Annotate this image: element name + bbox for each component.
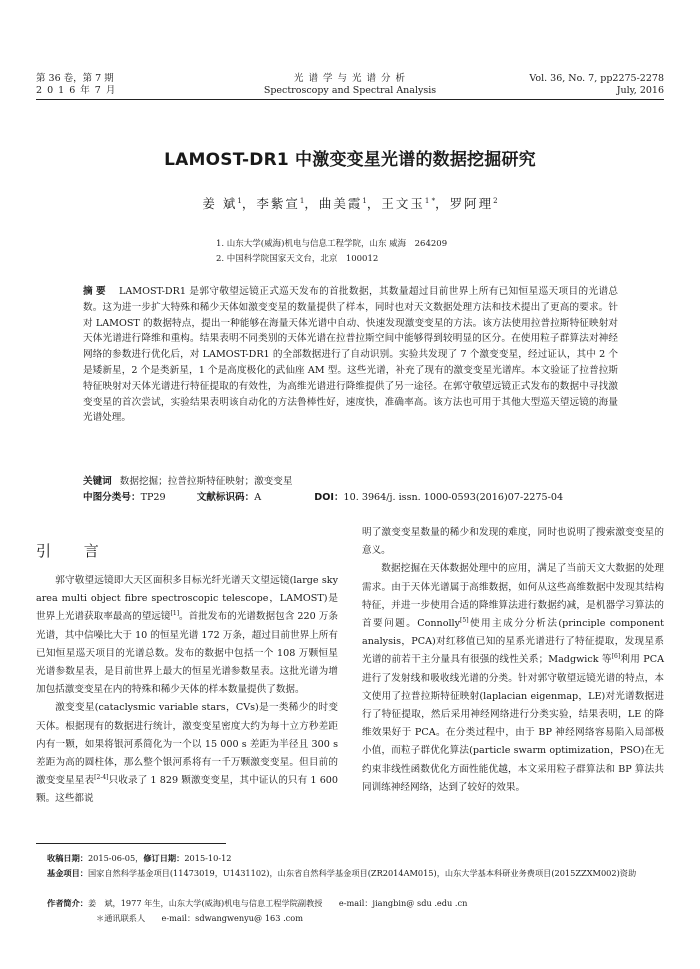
footnote-correspondence: ＊通讯联系人 e-mail：sdwangwenyu@ 163 .com: [96, 913, 303, 923]
paragraph: 郭守敬望远镜即大天区面积多目标光纤光谱天文望远镜(large sky area multi object fibre spectroscopic telescope，LAMOST)是世界上光谱获取率最高的望远镜[1]。首批发布的光谱数据包含 220 万条光谱，其中信噪比大于 10 的恒星光谱 172 万条，超过目前世界上所有已知恒星巡天项目的光谱总数。发布的数据中包括一个 108 万颗恒星光谱参数星表，是目前世界上最大的恒星光谱参数星表。这批光谱为增加包括激变变星在内的特殊和稀少天体的样本数量提供了数据。: [36, 575, 338, 696]
paragraph: 激变变星(cataclysmic variable stars，CVs)是一类稀少的时变天体。根据现有的数据进行统计，激变变星密度大约为每十立方秒差距内有一颗，如果将银河系简化为一个以 15 000 s 差距为半径且 300 s 差距为高的圆柱体，那么整个银河系将有一千万颗激变变星。但目前的激变变星星表[2-4]只收录了 1 829 颗激变变星，其中证认的只有 1 600 颗。这些都说: [36, 702, 339, 805]
paper-title: LAMOST-DR1 中激变变星光谱的数据挖掘研究: [164, 150, 536, 170]
citation-ref: [1]: [170, 610, 180, 618]
paragraph: 明了激变变星数量的稀少和发现的难度，同时也说明了搜索激变变星的意义。: [362, 527, 664, 557]
keywords: [83, 475, 292, 489]
clc-label: 中图分类号：: [83, 492, 141, 503]
author: 姜 斌$^1$: [202, 196, 242, 211]
left-column: [36, 572, 338, 809]
paragraph: 数据挖掘在天体数据处理中的应用，满足了当前天文大数据的处理需求。由于天体光谱属于高维数据，如何从这些高维数据中发现其结构特征，并进一步使用合适的降维算法进行数据约减，是机器学习算法的首要问题。Connolly[5]使用主成分分析法(principle component analysis，PCA)对红移值已知的星系光谱进行了特征提取，发现星系光谱的前若干主分量具有很强的线性关系；Madgwick 等[6]利用 PCA 进行了发射线和吸收线光谱的分类。针对郭守敬望远镜光谱的特点，本文使用了拉普拉斯特征映射(laplacian eigenmap，LE)对光谱数据进行了特征提取，然后采用神经网络进行分类实验，结果表明，LE 的降维效果好于 PCA。在分类过程中，由于 BP 神经网络容易陷入局部极小值，而粒子群优化算法(particle swarm optimization，PSO)在无约束非线性函数优化方面性能优越，本文采用粒子群算法和 BP 算法共同训练神经网络，达到了较好的效果。: [362, 563, 665, 793]
author: 王文玉$^{1 *}$: [381, 196, 436, 211]
affiliation-2: 2. 中国科学院国家天文台，北京 100012: [216, 254, 379, 264]
doi-value: 10. 3964/j. issn. 1000-0593(2016)07-2275-04: [343, 492, 564, 503]
citation-ref: [5]: [460, 616, 469, 624]
header-rule: [36, 99, 664, 100]
author: 曲美霞$^1$: [318, 196, 367, 211]
footnote-dates: 收稿日期：2015-06-05，修订日期：2015-10-12: [47, 853, 232, 863]
keywords-text: 数据挖掘；拉普拉斯特征映射；激变变星: [119, 476, 293, 487]
abstract-label: 摘要: [83, 286, 109, 297]
journal-name-cn: 光 谱 学 与 光 谱 分 析: [293, 73, 407, 84]
doc-code-label: 文献标识码：: [196, 492, 255, 503]
clc-value: TP29: [140, 492, 166, 503]
footnote-rule: [36, 843, 226, 844]
journal-volume-cn: 第 36 卷，第 7 期: [36, 73, 114, 84]
journal-date-cn: 2 0 1 6 年 7 月: [36, 85, 117, 96]
footnote-funding: 基金项目：国家自然科学基金项目(11473019，U1431102)，山东省自然科学基金项目(ZR2014AM015)，山东大学基本科研业务费项目(2015ZZXM002)资助: [47, 868, 637, 878]
affiliation-1: 1. 山东大学(威海)机电与信息工程学院，山东 威海 264209: [216, 239, 448, 249]
journal-name-en: Spectroscopy and Spectral Analysis: [263, 85, 437, 96]
journal-volume-en: Vol. 36, No. 7, pp2275-2278: [529, 73, 664, 84]
journal-date-en: July, 2016: [616, 85, 664, 96]
author-list: 姜 斌$^1$，李紫宣$^1$，曲美霞$^1$，王文玉$^{1 *}$，罗阿理$^2$: [202, 196, 498, 211]
author: 罗阿理$^2$: [449, 196, 498, 211]
keywords-label: 关键词: [83, 476, 112, 487]
footnote-author-bio: 作者简介：姜 斌，1977 年生，山东大学(威海)机电与信息工程学院副教授 e-mail：jiangbin@ sdu .edu .cn: [47, 898, 468, 908]
doi-label: DOI：: [314, 492, 344, 503]
section-heading: 引 言: [36, 542, 113, 560]
abstract-text: LAMOST-DR1 是郭守敬望远镜正式巡天发布的首批数据，其数量超过目前世界上所有已知恒星巡天项目的光谱总数。这为进一步扩大特殊和稀少天体如激变变星的数量提供了样本，同时也对天文数据处理方法和技术提出了更高的要求。针对 LAMOST 的数据特点，提出一种能够在海量天体光谱中自动、快速发现激变变星的方法。该方法使用拉普拉斯特征映射对天体光谱进行降维和重构。结果表明不同类别的天体光谱在拉普拉斯空间中能够得到较明显的区分。在使用粒子群算法对神经网络的参数进行优化后，对 LAMOST-DR1 的全部数据进行了自动识别。实验共发现了 7 个激变变星，经过证认，其中 2 个是矮新星，2 个是类新星，1 个是高度极化的武仙座 AM 型。这些光谱，补充了现有的激变变星光谱库。本文验证了拉普拉斯特征映射对天体光谱进行特征提取的有效性，为高维光谱进行降维提供了另一途径。在郭守敬望远镜正式发布的数据中寻找激变变星的首次尝试，实验结果表明该自动化的方法鲁棒性好，速度快，准确率高。该方法也可用于其他大型巡天望远镜的海量光谱处理。: [83, 286, 619, 424]
author: 李紫宣$^1$: [256, 196, 305, 211]
citation-ref: [6]: [611, 653, 621, 661]
classification-line: [83, 491, 618, 505]
right-column: [362, 524, 664, 797]
abstract: [83, 284, 618, 426]
doc-code-value: A: [254, 492, 262, 503]
citation-ref: [2-4]: [94, 774, 109, 782]
